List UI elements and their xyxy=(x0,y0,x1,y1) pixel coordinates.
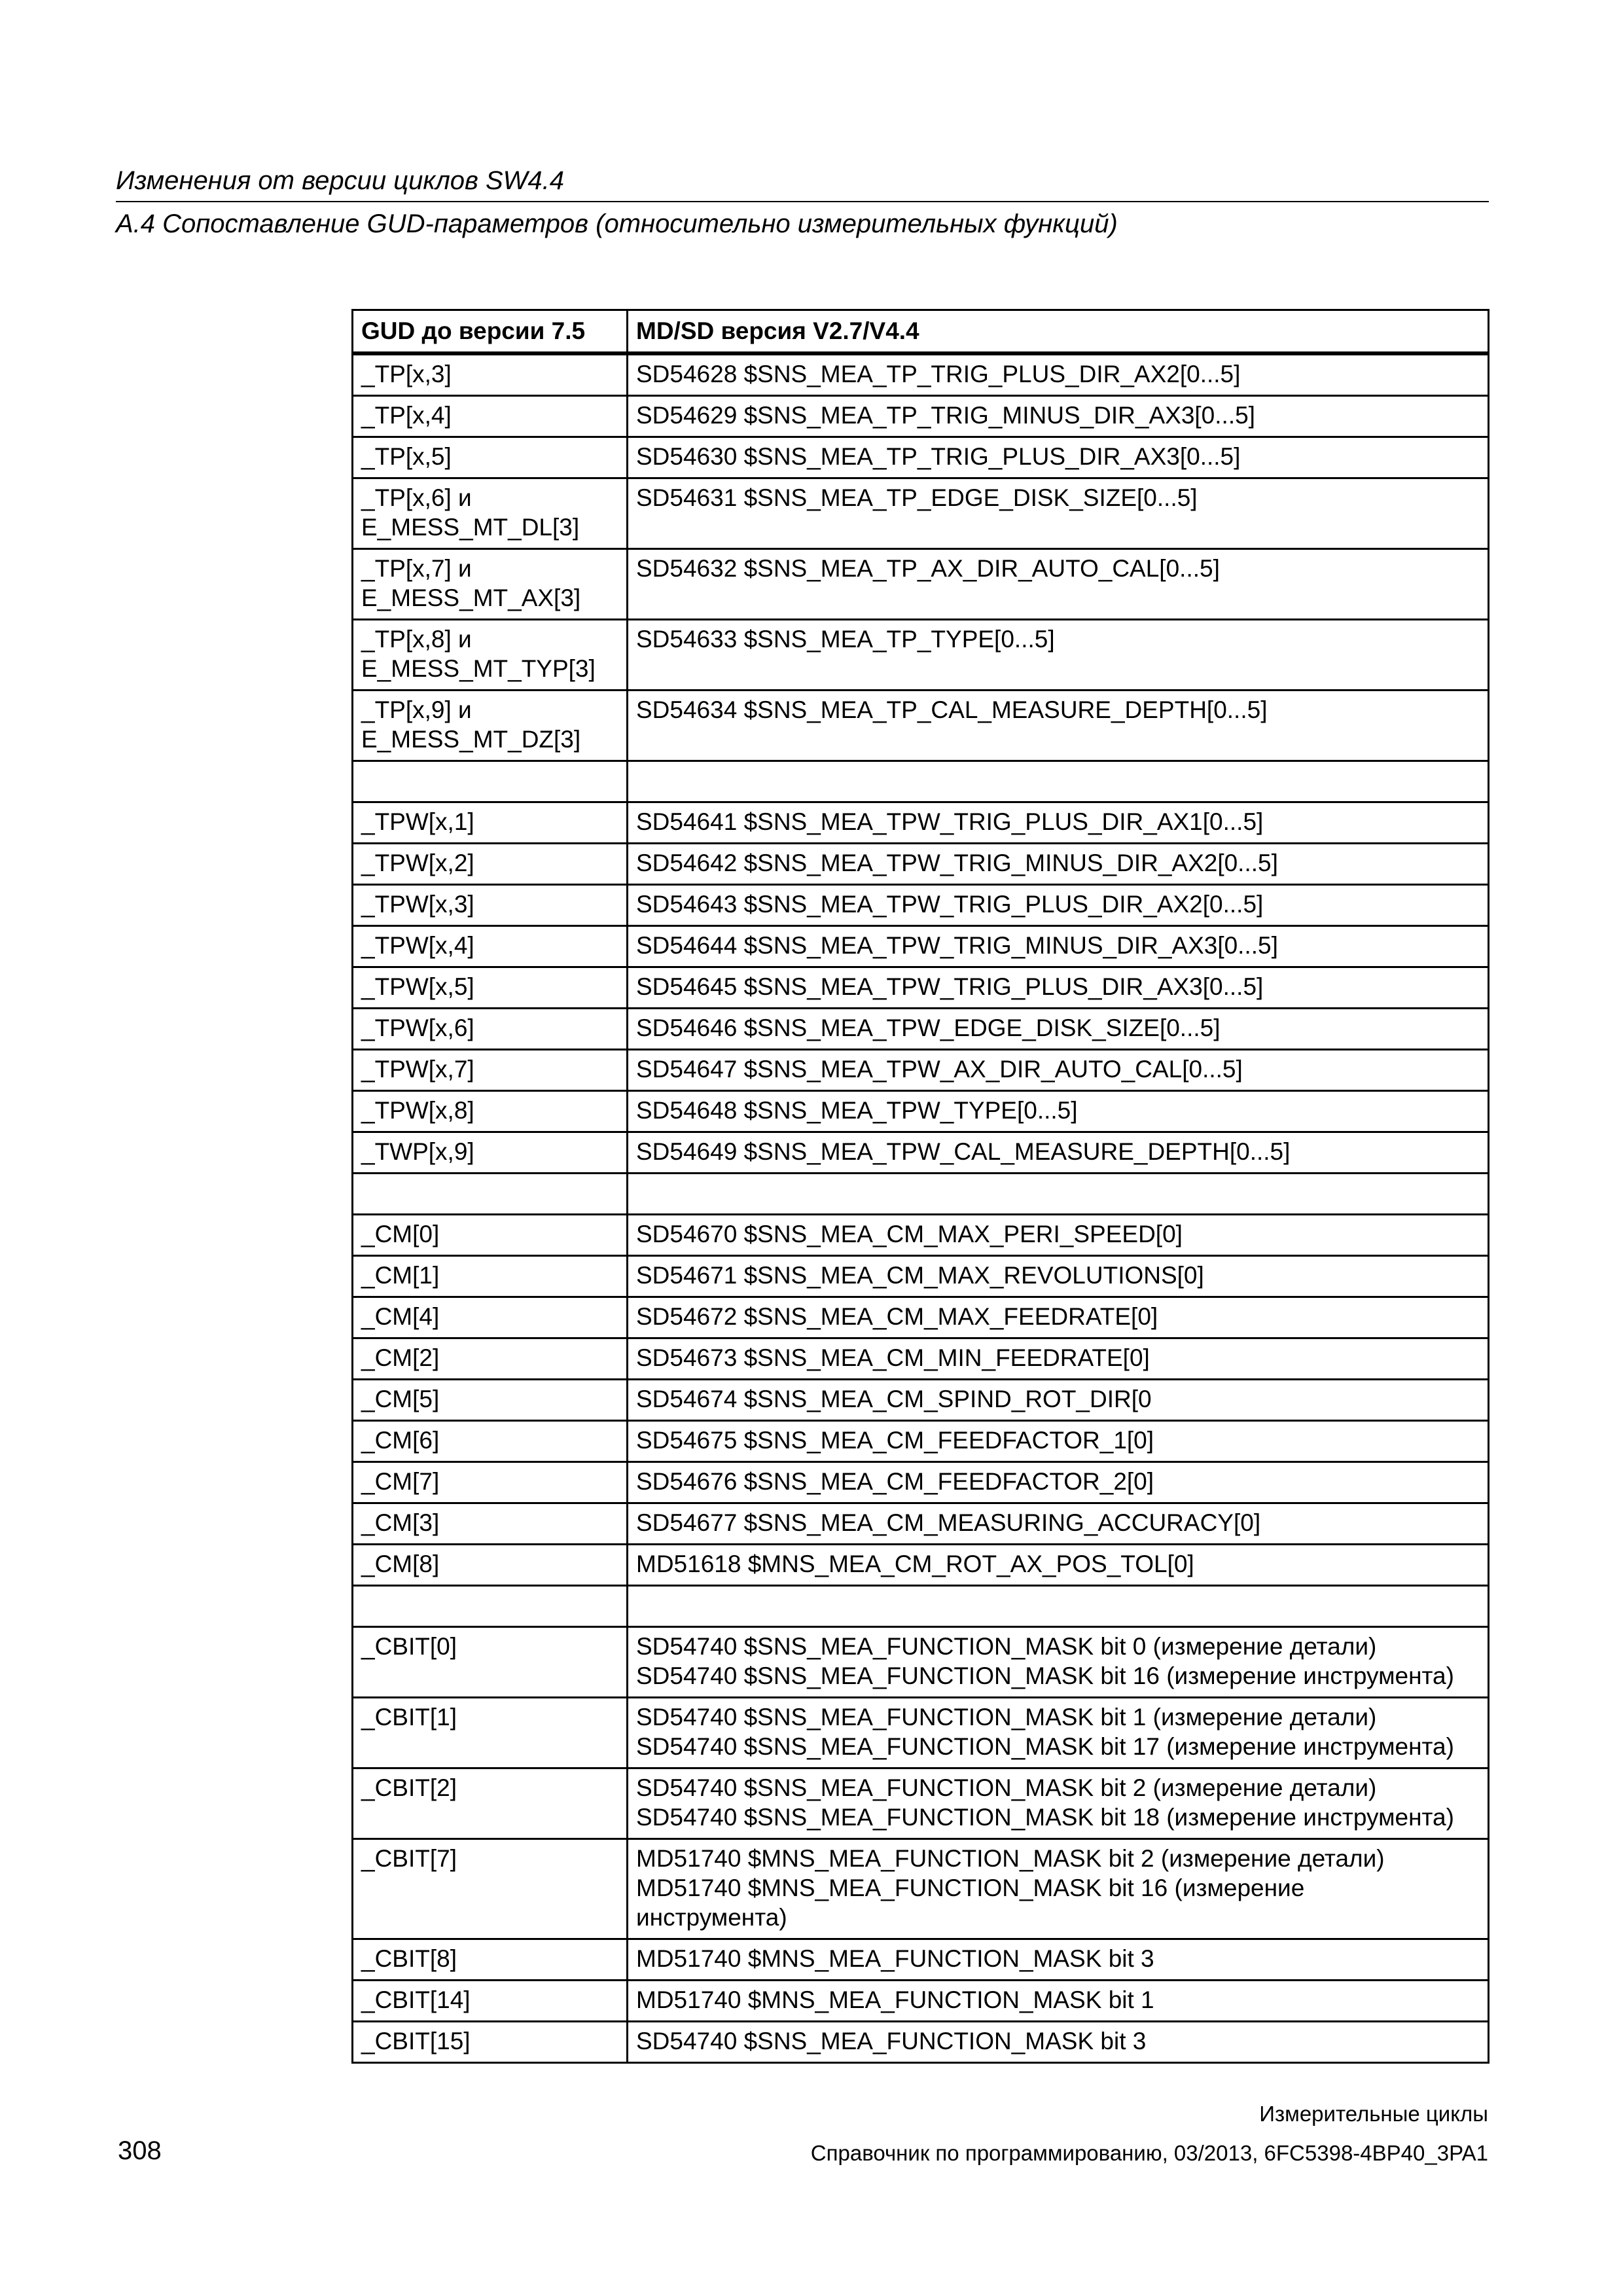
md-sd-cell xyxy=(628,1981,1489,2022)
md-sd-cell xyxy=(628,1839,1489,1939)
table-row xyxy=(353,844,1489,885)
md-sd-cell-line: инструмента) xyxy=(636,1904,787,1931)
md-sd-cell xyxy=(628,1174,1489,1215)
gud-cell-line: _CBIT[1] xyxy=(361,1704,457,1731)
gud-cell-line: _TP[x,4] xyxy=(361,402,452,429)
gud-cell xyxy=(353,1174,628,1215)
md-sd-cell-line: SD54740 $SNS_MEA_FUNCTION_MASK bit 0 (измерение детали) xyxy=(636,1633,1377,1660)
table-row xyxy=(353,1380,1489,1421)
md-sd-cell xyxy=(628,2022,1489,2063)
md-sd-cell-line: SD54630 $SNS_MEA_TP_TRIG_PLUS_DIR_AX3[0...5] xyxy=(636,443,1241,470)
md-sd-cell-line: MD51740 $MNS_MEA_FUNCTION_MASK bit 1 xyxy=(636,1986,1154,2013)
table-row xyxy=(353,1627,1489,1698)
md-sd-cell xyxy=(628,1768,1489,1839)
gud-cell xyxy=(353,885,628,926)
gud-cell xyxy=(353,1215,628,1256)
table-row xyxy=(353,1132,1489,1174)
gud-cell xyxy=(353,926,628,967)
gud-cell-line: _CBIT[14] xyxy=(361,1986,471,2013)
md-sd-cell-line: SD54675 $SNS_MEA_CM_FEEDFACTOR_1[0] xyxy=(636,1427,1154,1454)
md-sd-cell xyxy=(628,1009,1489,1050)
table-body xyxy=(353,353,1489,2063)
gud-cell-line: E_MESS_MT_TYP[3] xyxy=(361,655,596,682)
gud-cell-line: _CBIT[0] xyxy=(361,1633,457,1660)
footer-title: Измерительные циклы xyxy=(1259,2102,1488,2126)
md-sd-cell-line: SD54674 $SNS_MEA_CM_SPIND_ROT_DIR[0 xyxy=(636,1386,1152,1412)
gud-cell xyxy=(353,1338,628,1380)
md-sd-cell-line: MD51740 $MNS_MEA_FUNCTION_MASK bit 16 (измерение xyxy=(636,1874,1305,1901)
md-sd-cell xyxy=(628,620,1489,691)
gud-cell xyxy=(353,1839,628,1939)
md-sd-cell xyxy=(628,1091,1489,1132)
md-sd-cell xyxy=(628,1939,1489,1981)
md-sd-cell-line: MD51618 $MNS_MEA_CM_ROT_AX_POS_TOL[0] xyxy=(636,1551,1194,1577)
md-sd-cell-line: SD54740 $SNS_MEA_FUNCTION_MASK bit 2 (измерение детали) xyxy=(636,1774,1377,1801)
table-row xyxy=(353,691,1489,761)
table-row xyxy=(353,1091,1489,1132)
md-sd-cell-line: SD54677 $SNS_MEA_CM_MEASURING_ACCURACY[0] xyxy=(636,1509,1261,1536)
gud-cell-line: _TPW[x,8] xyxy=(361,1097,474,1124)
column-header-md-sd: MD/SD версия V2.7/V4.4 xyxy=(628,310,1489,354)
md-sd-cell xyxy=(628,1421,1489,1462)
table-row xyxy=(353,1421,1489,1462)
gud-cell-line: _TPW[x,6] xyxy=(361,1014,474,1041)
table-row xyxy=(353,1586,1489,1627)
gud-cell xyxy=(353,1586,628,1627)
gud-cell xyxy=(353,1009,628,1050)
gud-cell-line: _TPW[x,3] xyxy=(361,891,474,918)
table-row xyxy=(353,1939,1489,1981)
gud-cell xyxy=(353,691,628,761)
gud-cell-line: _TP[x,6] и xyxy=(361,484,472,511)
gud-cell-line: _TPW[x,2] xyxy=(361,850,474,876)
gud-cell-line: _CM[0] xyxy=(361,1221,440,1247)
table-row xyxy=(353,1256,1489,1297)
md-sd-cell-line: SD54676 $SNS_MEA_CM_FEEDFACTOR_2[0] xyxy=(636,1468,1154,1495)
gud-cell xyxy=(353,844,628,885)
md-sd-cell-line: SD54673 $SNS_MEA_CM_MIN_FEEDRATE[0] xyxy=(636,1344,1150,1371)
md-sd-cell-line: SD54641 $SNS_MEA_TPW_TRIG_PLUS_DIR_AX1[0...5] xyxy=(636,808,1264,835)
gud-cell-line: _TPW[x,4] xyxy=(361,932,474,959)
md-sd-cell xyxy=(628,967,1489,1009)
gud-cell xyxy=(353,1698,628,1768)
gud-cell xyxy=(353,1421,628,1462)
gud-cell-line: _CBIT[8] xyxy=(361,1945,457,1972)
gud-cell-line: E_MESS_MT_DZ[3] xyxy=(361,726,581,753)
md-sd-cell xyxy=(628,353,1489,396)
gud-cell-line: _TPW[x,7] xyxy=(361,1056,474,1083)
table-row xyxy=(353,1174,1489,1215)
chapter-title: Изменения от версии циклов SW4.4 xyxy=(116,166,565,195)
gud-cell xyxy=(353,1256,628,1297)
gud-mapping-table xyxy=(351,309,1489,2064)
gud-cell-line: _CM[1] xyxy=(361,1262,440,1289)
md-sd-cell-line: SD54672 $SNS_MEA_CM_MAX_FEEDRATE[0] xyxy=(636,1303,1158,1330)
md-sd-cell-line: SD54642 $SNS_MEA_TPW_TRIG_MINUS_DIR_AX2[0...5] xyxy=(636,850,1278,876)
table-row xyxy=(353,1297,1489,1338)
table-row xyxy=(353,478,1489,549)
md-sd-cell-line: SD54629 $SNS_MEA_TP_TRIG_MINUS_DIR_AX3[0...5] xyxy=(636,402,1255,429)
section-title: A.4 Сопоставление GUD-параметров (относительно измерительных функций) xyxy=(116,209,1118,238)
gud-cell xyxy=(353,802,628,844)
md-sd-cell-line: SD54634 $SNS_MEA_TP_CAL_MEASURE_DEPTH[0...5] xyxy=(636,696,1268,723)
table-row xyxy=(353,1698,1489,1768)
gud-cell xyxy=(353,1091,628,1132)
gud-cell xyxy=(353,353,628,396)
gud-cell xyxy=(353,396,628,437)
gud-cell-line: _CM[4] xyxy=(361,1303,440,1330)
md-sd-cell-line: SD54740 $SNS_MEA_FUNCTION_MASK bit 17 (измерение инструмента) xyxy=(636,1733,1454,1760)
table-row xyxy=(353,967,1489,1009)
gud-cell xyxy=(353,967,628,1009)
gud-cell xyxy=(353,620,628,691)
gud-cell-line: _CM[7] xyxy=(361,1468,440,1495)
table-row xyxy=(353,802,1489,844)
gud-cell-line: E_MESS_MT_AX[3] xyxy=(361,584,581,611)
table-row xyxy=(353,1981,1489,2022)
table-row xyxy=(353,1215,1489,1256)
md-sd-cell xyxy=(628,1545,1489,1586)
md-sd-cell xyxy=(628,1132,1489,1174)
md-sd-cell xyxy=(628,1256,1489,1297)
gud-cell xyxy=(353,1503,628,1545)
md-sd-cell xyxy=(628,396,1489,437)
md-sd-cell-line: SD54670 $SNS_MEA_CM_MAX_PERI_SPEED[0] xyxy=(636,1221,1183,1247)
table-row xyxy=(353,1462,1489,1503)
md-sd-cell xyxy=(628,802,1489,844)
table-row xyxy=(353,926,1489,967)
md-sd-cell xyxy=(628,1338,1489,1380)
md-sd-cell xyxy=(628,885,1489,926)
column-header-gud: GUD до версии 7.5 xyxy=(353,310,628,354)
table-row xyxy=(353,885,1489,926)
md-sd-cell-line: SD54740 $SNS_MEA_FUNCTION_MASK bit 18 (измерение инструмента) xyxy=(636,1804,1454,1831)
table-row xyxy=(353,1050,1489,1091)
md-sd-cell xyxy=(628,437,1489,478)
gud-cell xyxy=(353,437,628,478)
md-sd-cell xyxy=(628,1586,1489,1627)
table-row xyxy=(353,1009,1489,1050)
gud-cell-line: _CM[5] xyxy=(361,1386,440,1412)
gud-cell-line: _CM[8] xyxy=(361,1551,440,1577)
table-row xyxy=(353,1839,1489,1939)
gud-cell-line: _TPW[x,5] xyxy=(361,973,474,1000)
md-sd-cell xyxy=(628,1050,1489,1091)
md-sd-cell xyxy=(628,1462,1489,1503)
md-sd-cell-line: SD54648 $SNS_MEA_TPW_TYPE[0...5] xyxy=(636,1097,1078,1124)
md-sd-cell-line: SD54631 $SNS_MEA_TP_EDGE_DISK_SIZE[0...5] xyxy=(636,484,1198,511)
gud-cell xyxy=(353,1050,628,1091)
md-sd-cell-line: MD51740 $MNS_MEA_FUNCTION_MASK bit 3 xyxy=(636,1945,1154,1972)
md-sd-cell-line: SD54671 $SNS_MEA_CM_MAX_REVOLUTIONS[0] xyxy=(636,1262,1204,1289)
gud-cell-line: _TWP[x,9] xyxy=(361,1138,474,1165)
md-sd-cell-line: SD54740 $SNS_MEA_FUNCTION_MASK bit 16 (измерение инструмента) xyxy=(636,1662,1454,1689)
gud-cell xyxy=(353,1939,628,1981)
table-row xyxy=(353,761,1489,802)
gud-cell xyxy=(353,1297,628,1338)
table-row xyxy=(353,396,1489,437)
gud-cell xyxy=(353,1627,628,1698)
md-sd-cell xyxy=(628,1627,1489,1698)
md-sd-cell xyxy=(628,1297,1489,1338)
table-row xyxy=(353,437,1489,478)
table-row xyxy=(353,353,1489,396)
gud-cell-line: _CM[3] xyxy=(361,1509,440,1536)
gud-cell-line: _CBIT[15] xyxy=(361,2028,471,2054)
md-sd-cell xyxy=(628,926,1489,967)
md-sd-cell-line: SD54646 $SNS_MEA_TPW_EDGE_DISK_SIZE[0...5] xyxy=(636,1014,1221,1041)
md-sd-cell-line: SD54643 $SNS_MEA_TPW_TRIG_PLUS_DIR_AX2[0...5] xyxy=(636,891,1264,918)
table-row xyxy=(353,1545,1489,1586)
md-sd-cell xyxy=(628,1380,1489,1421)
md-sd-cell-line: SD54740 $SNS_MEA_FUNCTION_MASK bit 1 (измерение детали) xyxy=(636,1704,1377,1731)
table-row xyxy=(353,1768,1489,1839)
md-sd-cell-line: SD54740 $SNS_MEA_FUNCTION_MASK bit 3 xyxy=(636,2028,1147,2054)
md-sd-cell-line: SD54628 $SNS_MEA_TP_TRIG_PLUS_DIR_AX2[0...5] xyxy=(636,361,1241,387)
md-sd-cell xyxy=(628,691,1489,761)
gud-cell xyxy=(353,478,628,549)
table-row xyxy=(353,2022,1489,2063)
md-sd-cell-line: SD54633 $SNS_MEA_TP_TYPE[0...5] xyxy=(636,626,1055,653)
table-row xyxy=(353,1503,1489,1545)
md-sd-cell xyxy=(628,844,1489,885)
gud-cell xyxy=(353,1545,628,1586)
gud-cell-line: _TPW[x,1] xyxy=(361,808,474,835)
table-row xyxy=(353,549,1489,620)
md-sd-cell xyxy=(628,761,1489,802)
table-row xyxy=(353,620,1489,691)
gud-cell xyxy=(353,2022,628,2063)
gud-cell-line: _TP[x,8] и xyxy=(361,626,472,653)
md-sd-cell xyxy=(628,1215,1489,1256)
md-sd-cell-line: SD54632 $SNS_MEA_TP_AX_DIR_AUTO_CAL[0...5] xyxy=(636,555,1220,582)
gud-cell-line: _TP[x,3] xyxy=(361,361,452,387)
gud-cell-line: _CBIT[2] xyxy=(361,1774,457,1801)
gud-cell-line: E_MESS_MT_DL[3] xyxy=(361,514,580,541)
gud-cell-line: _CM[2] xyxy=(361,1344,440,1371)
gud-cell xyxy=(353,1380,628,1421)
md-sd-cell xyxy=(628,1698,1489,1768)
md-sd-cell-line: SD54645 $SNS_MEA_TPW_TRIG_PLUS_DIR_AX3[0...5] xyxy=(636,973,1264,1000)
md-sd-cell-line: SD54649 $SNS_MEA_TPW_CAL_MEASURE_DEPTH[0...5] xyxy=(636,1138,1291,1165)
md-sd-cell-line: SD54644 $SNS_MEA_TPW_TRIG_MINUS_DIR_AX3[0...5] xyxy=(636,932,1278,959)
md-sd-cell xyxy=(628,549,1489,620)
gud-cell xyxy=(353,761,628,802)
gud-cell-line: _CBIT[7] xyxy=(361,1845,457,1872)
header-rule xyxy=(116,201,1489,202)
gud-cell-line: _TP[x,9] и xyxy=(361,696,472,723)
gud-cell-line: _TP[x,5] xyxy=(361,443,452,470)
md-sd-cell xyxy=(628,1503,1489,1545)
gud-cell xyxy=(353,1132,628,1174)
table-header-row xyxy=(353,310,1489,354)
gud-cell xyxy=(353,1462,628,1503)
gud-cell-line: _CM[6] xyxy=(361,1427,440,1454)
md-sd-cell xyxy=(628,478,1489,549)
gud-cell xyxy=(353,1981,628,2022)
gud-cell-line: _TP[x,7] и xyxy=(361,555,472,582)
page-number: 308 xyxy=(118,2136,162,2165)
gud-cell xyxy=(353,1768,628,1839)
md-sd-cell-line: MD51740 $MNS_MEA_FUNCTION_MASK bit 2 (измерение детали) xyxy=(636,1845,1385,1872)
footer-reference: Справочник по программированию, 03/2013, 6FC5398-4BP40_3PA1 xyxy=(810,2141,1488,2165)
gud-cell xyxy=(353,549,628,620)
md-sd-cell-line: SD54647 $SNS_MEA_TPW_AX_DIR_AUTO_CAL[0...5] xyxy=(636,1056,1243,1083)
table-row xyxy=(353,1338,1489,1380)
